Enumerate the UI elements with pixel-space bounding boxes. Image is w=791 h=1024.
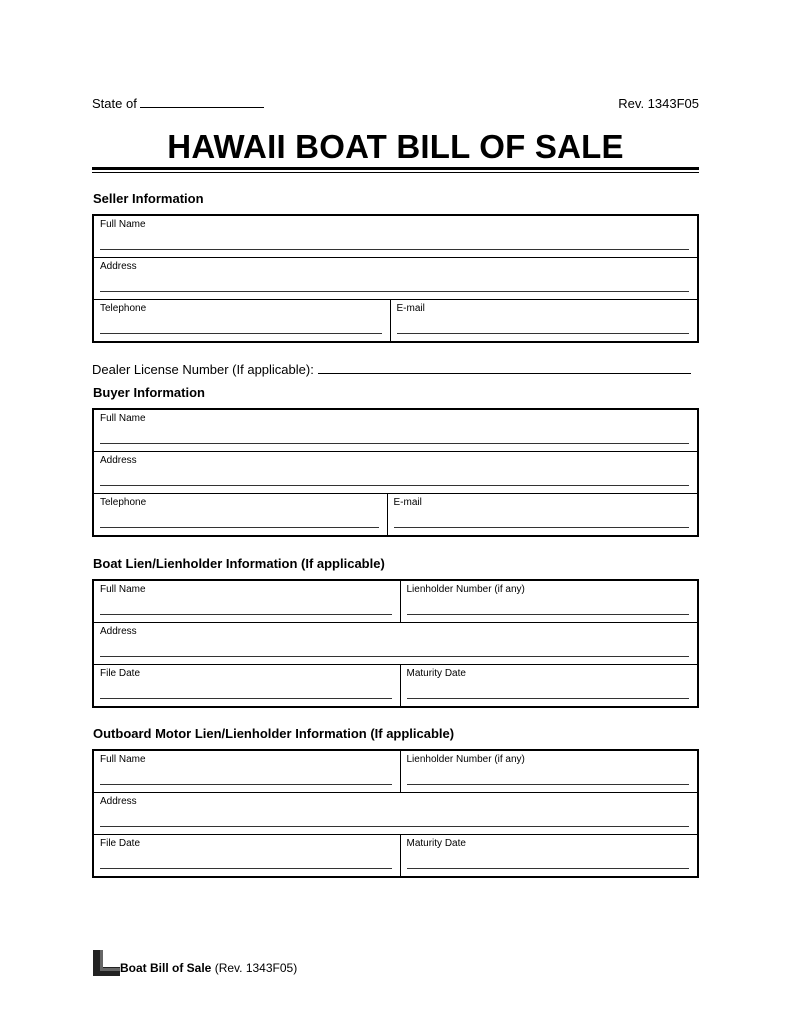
field-label: Maturity Date — [406, 838, 466, 849]
boat-lienholder-number-field[interactable] — [400, 580, 698, 623]
blank-line — [100, 784, 392, 785]
blank-line — [100, 333, 382, 334]
field-label: Full Name — [100, 584, 146, 595]
buyer-full-name-field[interactable] — [93, 409, 698, 452]
blank-line — [100, 443, 689, 444]
field-label: Full Name — [100, 413, 146, 424]
seller-heading: Seller Information — [93, 191, 204, 206]
blank-line — [407, 868, 690, 869]
title-rule-thick — [92, 167, 699, 170]
seller-full-name-field[interactable] — [93, 215, 698, 258]
motor-lien-full-name-field[interactable] — [93, 750, 400, 793]
seller-table — [92, 214, 699, 343]
field-label: Full Name — [100, 219, 146, 230]
dealer-license-field — [92, 360, 691, 377]
dealer-license-label: Dealer License Number (If applicable): — [92, 362, 314, 377]
motor-lien-table — [92, 749, 699, 878]
blank-line — [100, 485, 689, 486]
field-label: E-mail — [396, 303, 425, 314]
field-label: File Date — [100, 668, 141, 679]
field-label: Address — [100, 626, 137, 637]
boat-lien-maturity-date-field[interactable] — [400, 665, 698, 708]
blank-line — [100, 527, 379, 528]
blank-line — [407, 784, 690, 785]
seller-telephone-field[interactable] — [93, 300, 390, 343]
legal-templates-logo-icon — [93, 950, 120, 976]
field-label: E-mail — [393, 497, 422, 508]
blank-line — [100, 291, 689, 292]
buyer-address-field[interactable] — [93, 452, 698, 494]
boat-lien-address-field[interactable] — [93, 623, 698, 665]
footer-revision: (Rev. 1343F05) — [214, 961, 298, 975]
page-footer — [93, 950, 297, 976]
motor-lien-heading: Outboard Motor Lien/Lienholder Information (If applicable) — [93, 726, 455, 741]
field-label: Telephone — [100, 303, 147, 314]
boat-lien-file-date-field[interactable] — [93, 665, 400, 708]
blank-line — [397, 333, 690, 334]
state-label: State of — [92, 96, 137, 111]
field-label: Lienholder Number (if any) — [406, 754, 525, 765]
blank-line — [100, 614, 392, 615]
seller-email-field[interactable] — [390, 300, 698, 343]
buyer-email-field[interactable] — [387, 494, 698, 537]
blank-line — [100, 698, 392, 699]
motor-lien-address-field[interactable] — [93, 793, 698, 835]
boat-lien-table — [92, 579, 699, 708]
state-blank-line[interactable] — [140, 94, 264, 108]
blank-line — [407, 614, 690, 615]
boat-lien-full-name-field[interactable] — [93, 580, 400, 623]
field-label: Maturity Date — [406, 668, 466, 679]
motor-lien-maturity-date-field[interactable] — [400, 835, 698, 878]
field-label: Telephone — [100, 497, 147, 508]
title-rule-thin — [92, 172, 699, 173]
footer-doc-name: Boat Bill of Sale — [120, 961, 212, 975]
blank-line — [394, 527, 690, 528]
blank-line — [100, 656, 689, 657]
blank-line — [100, 249, 689, 250]
field-label: Lienholder Number (if any) — [406, 584, 525, 595]
motor-lienholder-number-field[interactable] — [400, 750, 698, 793]
buyer-heading: Buyer Information — [93, 385, 205, 400]
blank-line — [100, 868, 392, 869]
revision-number: Rev. 1343F05 — [618, 96, 699, 111]
motor-lien-file-date-field[interactable] — [93, 835, 400, 878]
state-of-field — [92, 94, 264, 111]
field-label: Address — [100, 796, 137, 807]
field-label: Address — [100, 261, 137, 272]
boat-lien-heading: Boat Lien/Lienholder Information (If applicable) — [93, 556, 385, 571]
document-title: HAWAII BOAT BILL OF SALE — [167, 128, 624, 165]
field-label: Address — [100, 455, 137, 466]
buyer-table — [92, 408, 699, 537]
seller-address-field[interactable] — [93, 258, 698, 300]
field-label: File Date — [100, 838, 141, 849]
field-label: Full Name — [100, 754, 146, 765]
blank-line — [100, 826, 689, 827]
blank-line — [407, 698, 690, 699]
buyer-telephone-field[interactable] — [93, 494, 387, 537]
dealer-license-blank-line[interactable] — [318, 360, 691, 374]
